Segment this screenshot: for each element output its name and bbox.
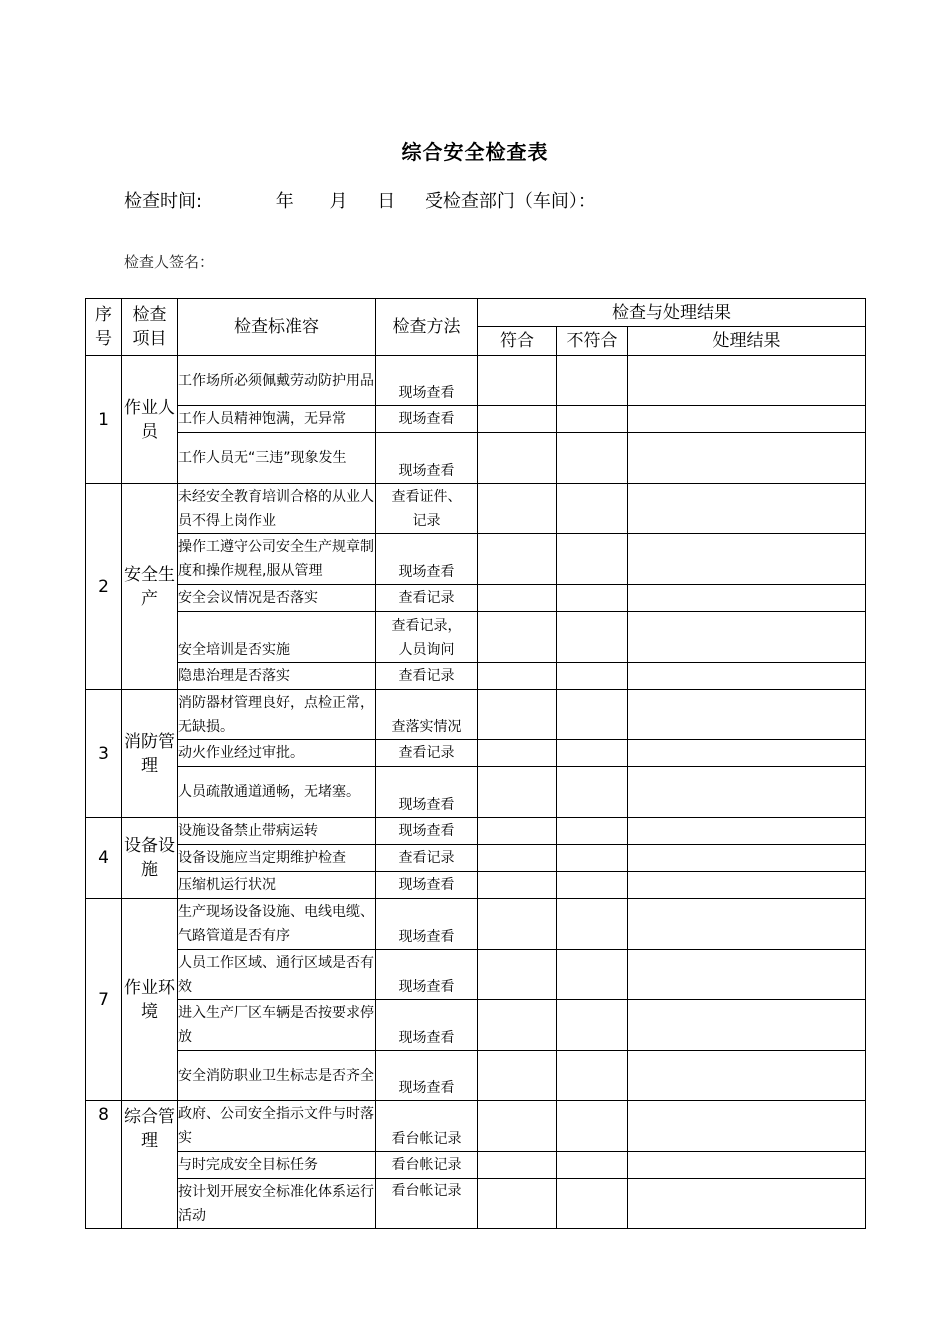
row-project: 安全生产 — [122, 484, 178, 690]
nonconform-cell[interactable] — [557, 406, 628, 433]
header-project: 检查项目 — [122, 299, 178, 356]
nonconform-cell[interactable] — [557, 612, 628, 663]
table-row — [86, 767, 866, 818]
page-title: 综合安全检查表 — [401, 140, 549, 164]
day-label: 日 — [377, 191, 396, 212]
row-standard: 生产现场设备设施、电线电缆、气路管道是否有序 — [178, 899, 376, 950]
table-row — [86, 356, 866, 406]
handle-result-cell[interactable] — [628, 612, 866, 663]
nonconform-cell[interactable] — [557, 356, 628, 406]
handle-result-cell[interactable] — [628, 1179, 866, 1229]
row-method: 现场查看 — [376, 356, 478, 406]
header-seq: 序号 — [86, 299, 122, 356]
nonconform-cell[interactable] — [557, 484, 628, 534]
table-row — [86, 1179, 866, 1229]
header-method: 检查方法 — [376, 299, 478, 356]
nonconform-cell[interactable] — [557, 433, 628, 484]
row-standard: 工作人员无“三违”现象发生 — [178, 433, 376, 484]
row-standard: 进入生产厂区车辆是否按要求停放 — [178, 1000, 376, 1051]
row-standard: 按计划开展安全标准化体系运行活动 — [178, 1179, 376, 1229]
conform-cell[interactable] — [478, 818, 557, 845]
nonconform-cell[interactable] — [557, 663, 628, 690]
row-method: 看台帐记录 — [376, 1152, 478, 1179]
conform-cell[interactable] — [478, 484, 557, 534]
nonconform-cell[interactable] — [557, 1152, 628, 1179]
nonconform-cell[interactable] — [557, 534, 628, 585]
row-seq: 3 — [86, 690, 122, 818]
row-standard: 与时完成安全目标任务 — [178, 1152, 376, 1179]
row-method: 现场查看 — [376, 950, 478, 1000]
row-project: 作业环境 — [122, 899, 178, 1101]
handle-result-cell[interactable] — [628, 899, 866, 950]
row-standard: 隐患治理是否落实 — [178, 663, 376, 690]
conform-cell[interactable] — [478, 356, 557, 406]
row-project: 消防管理 — [122, 690, 178, 818]
table-row — [86, 740, 866, 767]
conform-cell[interactable] — [478, 899, 557, 950]
handle-result-cell[interactable] — [628, 484, 866, 534]
row-method: 现场查看 — [376, 1051, 478, 1101]
conform-cell[interactable] — [478, 663, 557, 690]
conform-cell[interactable] — [478, 872, 557, 899]
inspection-meta-line — [124, 187, 596, 213]
row-method: 查看记录，人员询问 — [376, 612, 478, 663]
nonconform-cell[interactable] — [557, 585, 628, 612]
table-row — [86, 845, 866, 872]
handle-result-cell[interactable] — [628, 406, 866, 433]
handle-result-cell[interactable] — [628, 433, 866, 484]
nonconform-cell[interactable] — [557, 690, 628, 740]
row-method: 查看记录 — [376, 845, 478, 872]
row-method: 看台帐记录 — [376, 1101, 478, 1152]
table-row — [86, 690, 866, 740]
inspector-signature-label: 检查人签名： — [124, 253, 215, 271]
nonconform-cell[interactable] — [557, 1101, 628, 1152]
inspection-time-label: 检查时间: — [124, 191, 203, 212]
nonconform-cell[interactable] — [557, 845, 628, 872]
row-standard: 压缩机运行状况 — [178, 872, 376, 899]
row-standard: 工作人员精神饱满，无异常 — [178, 406, 376, 433]
row-method: 现场查看 — [376, 1000, 478, 1051]
conform-cell[interactable] — [478, 585, 557, 612]
conform-cell[interactable] — [478, 1101, 557, 1152]
handle-result-cell[interactable] — [628, 663, 866, 690]
conform-cell[interactable] — [478, 845, 557, 872]
conform-cell[interactable] — [478, 740, 557, 767]
conform-cell[interactable] — [478, 950, 557, 1000]
table-row — [86, 1000, 866, 1051]
table-row — [86, 872, 866, 899]
row-standard: 操作工遵守公司安全生产规章制度和操作规程,服从管理 — [178, 534, 376, 585]
table-row — [86, 950, 866, 1000]
nonconform-cell[interactable] — [557, 899, 628, 950]
conform-cell[interactable] — [478, 612, 557, 663]
row-standard: 安全会议情况是否落实 — [178, 585, 376, 612]
nonconform-cell[interactable] — [557, 872, 628, 899]
table-row — [86, 534, 866, 585]
nonconform-cell[interactable] — [557, 950, 628, 1000]
row-seq: 2 — [86, 484, 122, 690]
header-standard: 检查标准容 — [178, 299, 376, 356]
row-seq: 4 — [86, 818, 122, 899]
conform-cell[interactable] — [478, 534, 557, 585]
nonconform-cell[interactable] — [557, 1000, 628, 1051]
department-label: 受检查部门（车间）： — [424, 191, 596, 212]
row-method: 查看记录 — [376, 585, 478, 612]
nonconform-cell[interactable] — [557, 740, 628, 767]
row-project: 作业人员 — [122, 356, 178, 484]
row-method: 查看记录 — [376, 663, 478, 690]
row-seq: 1 — [86, 356, 122, 484]
table-row — [86, 406, 866, 433]
row-standard: 设备设施应当定期维护检查 — [178, 845, 376, 872]
table-row — [86, 433, 866, 484]
row-project: 综合管理 — [122, 1101, 178, 1229]
row-standard: 人员疏散通道通畅，无堵塞。 — [178, 767, 376, 818]
table-row — [86, 899, 866, 950]
row-method: 现场查看 — [376, 899, 478, 950]
row-project: 设备设施 — [122, 818, 178, 899]
table-row — [86, 1051, 866, 1101]
table-row — [86, 585, 866, 612]
row-standard: 未经安全教育培训合格的从业人员不得上岗作业 — [178, 484, 376, 534]
table-row — [86, 1101, 866, 1152]
row-method: 查落实情况 — [376, 690, 478, 740]
table-row — [86, 1152, 866, 1179]
row-standard: 工作场所必须佩戴劳动防护用品 — [178, 356, 376, 406]
row-method: 看台帐记录 — [376, 1179, 478, 1229]
header-nonconform: 不符合 — [557, 327, 628, 356]
conform-cell[interactable] — [478, 690, 557, 740]
row-method: 现场查看 — [376, 818, 478, 845]
row-method: 查看记录 — [376, 740, 478, 767]
row-method: 查看证件、记录 — [376, 484, 478, 534]
row-standard: 政府、公司安全指示文件与时落实 — [178, 1101, 376, 1152]
row-method: 现场查看 — [376, 872, 478, 899]
handle-result-cell[interactable] — [628, 356, 866, 406]
row-seq: 7 — [86, 899, 122, 1101]
handle-result-cell[interactable] — [628, 872, 866, 899]
conform-cell[interactable] — [478, 1000, 557, 1051]
conform-cell[interactable] — [478, 406, 557, 433]
handle-result-cell[interactable] — [628, 740, 866, 767]
row-standard: 消防器材管理良好，点检正常，无缺损。 — [178, 690, 376, 740]
header-handle-result: 处理结果 — [628, 327, 866, 356]
row-method: 现场查看 — [376, 534, 478, 585]
conform-cell[interactable] — [478, 767, 557, 818]
conform-cell[interactable] — [478, 1179, 557, 1229]
row-seq: 8 — [86, 1101, 122, 1229]
handle-result-cell[interactable] — [628, 1101, 866, 1152]
row-standard: 安全消防职业卫生标志是否齐全 — [178, 1051, 376, 1101]
handle-result-cell[interactable] — [628, 818, 866, 845]
row-standard: 设施设备禁止带病运转 — [178, 818, 376, 845]
handle-result-cell[interactable] — [628, 1152, 866, 1179]
year-label: 年 — [275, 191, 294, 212]
nonconform-cell[interactable] — [557, 1179, 628, 1229]
handle-result-cell[interactable] — [628, 1051, 866, 1101]
nonconform-cell[interactable] — [557, 1051, 628, 1101]
table-row — [86, 663, 866, 690]
row-standard: 安全培训是否实施 — [178, 612, 376, 663]
conform-cell[interactable] — [478, 1051, 557, 1101]
header-result-group: 检查与处理结果 — [478, 299, 866, 327]
row-method: 现场查看 — [376, 767, 478, 818]
table-row — [86, 484, 866, 534]
row-standard: 动火作业经过审批。 — [178, 740, 376, 767]
handle-result-cell[interactable] — [628, 950, 866, 1000]
table-row — [86, 612, 866, 663]
handle-result-cell[interactable] — [628, 585, 866, 612]
header-conform: 符合 — [478, 327, 557, 356]
table-row — [86, 818, 866, 845]
month-label: 月 — [329, 191, 348, 212]
handle-result-cell[interactable] — [628, 690, 866, 740]
handle-result-cell[interactable] — [628, 767, 866, 818]
conform-cell[interactable] — [478, 433, 557, 484]
inspection-table — [85, 298, 866, 1229]
handle-result-cell[interactable] — [628, 1000, 866, 1051]
handle-result-cell[interactable] — [628, 534, 866, 585]
nonconform-cell[interactable] — [557, 818, 628, 845]
nonconform-cell[interactable] — [557, 767, 628, 818]
conform-cell[interactable] — [478, 1152, 557, 1179]
row-standard: 人员工作区域、通行区域是否有效 — [178, 950, 376, 1000]
row-method: 现场查看 — [376, 433, 478, 484]
handle-result-cell[interactable] — [628, 845, 866, 872]
row-method: 现场查看 — [376, 406, 478, 433]
